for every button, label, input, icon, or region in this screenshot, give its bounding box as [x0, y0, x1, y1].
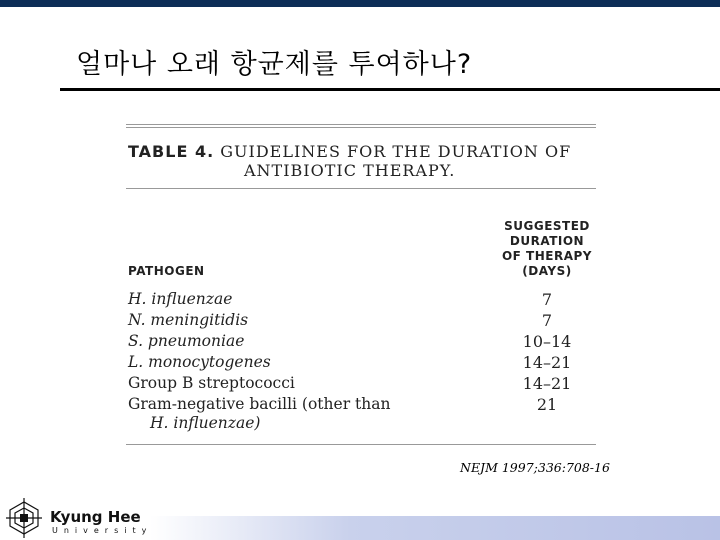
table-label: TABLE 4. [128, 142, 215, 161]
days-cell: 7 [541, 311, 553, 330]
table-title-line1: GUIDELINES FOR THE DURATION OF [220, 142, 572, 161]
logo-subtitle: University [52, 526, 153, 535]
pathogen-cell: S. pneumoniae [128, 332, 245, 350]
column-header-pathogen: PATHOGEN [128, 264, 205, 278]
footer-gradient-strip [150, 516, 720, 540]
table-row [128, 332, 596, 353]
pathogen-cell: N. meningitidis [128, 311, 249, 329]
table-row [128, 311, 596, 332]
days-cell: 7 [541, 290, 553, 309]
pathogen-cell: H. influenzae [128, 290, 233, 308]
duration-header-line: DURATION [509, 234, 585, 248]
top-accent-bar [0, 0, 720, 7]
table-row [128, 290, 596, 311]
table-title [128, 142, 594, 180]
pathogen-cell: Gram-negative bacilli (other than [128, 395, 391, 413]
pathogen-cell: L. monocytogenes [128, 353, 271, 371]
table-body [128, 290, 596, 432]
table-header-rule [126, 188, 596, 189]
pathogen-cell: Group B streptococci [128, 374, 295, 392]
duration-header-line: SUGGESTED [504, 219, 590, 233]
duration-header-line: (DAYS) [522, 264, 572, 278]
logo-name: Kyung Hee [50, 508, 141, 526]
days-cell: 10–14 [522, 332, 572, 351]
table-row [128, 374, 596, 395]
table-row [128, 353, 596, 374]
days-cell: 14–21 [522, 353, 572, 372]
slide-title: 얼마나 오래 항균제를 투여하나? [76, 49, 473, 80]
title-underline [60, 88, 720, 91]
pathogen-cell-continuation: H. influenzae) [150, 414, 261, 432]
table-top-rule [126, 124, 596, 128]
duration-header-line: OF THERAPY [501, 249, 592, 263]
table-title-line2: ANTIBIOTIC THERAPY. [244, 161, 456, 180]
table-row [128, 395, 596, 432]
column-header-duration [498, 219, 596, 279]
table-bottom-rule [126, 444, 596, 445]
days-cell: 14–21 [522, 374, 572, 393]
days-cell: 21 [536, 395, 558, 414]
citation: NEJM 1997;336:708-16 [460, 460, 610, 475]
